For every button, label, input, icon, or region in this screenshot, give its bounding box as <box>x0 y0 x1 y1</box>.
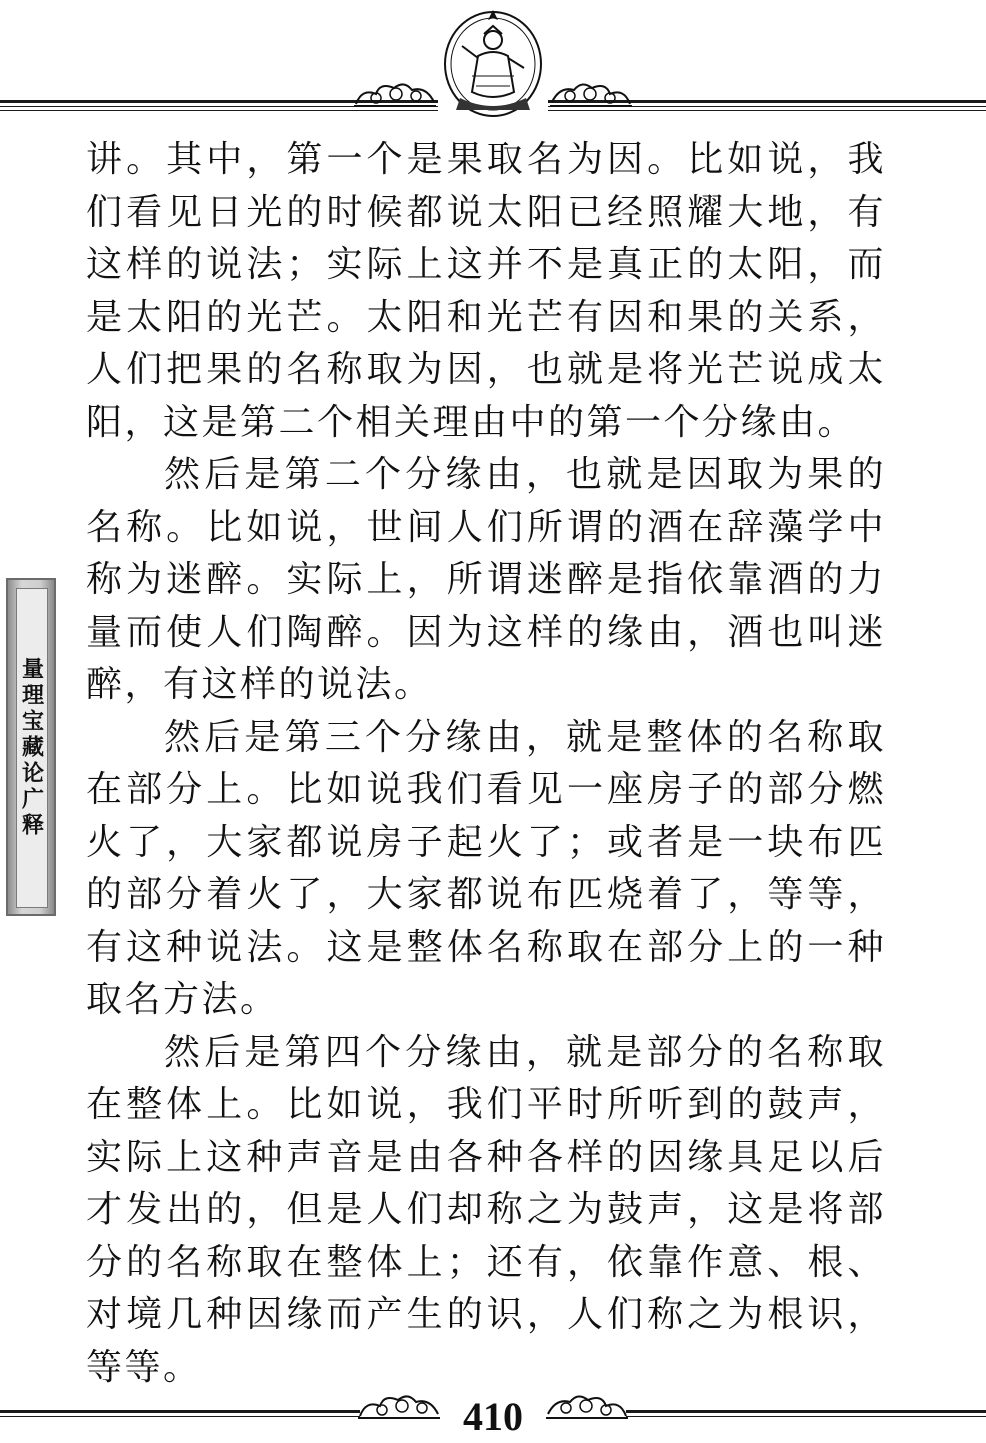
deity-emblem-icon <box>438 6 548 118</box>
footer-cloud-left-icon <box>356 1390 442 1422</box>
paragraph-1: 讲。其中，第一个是果取名为因。比如说，我们看见日光的时候都说太阳已经照耀大地，有这样的说法；实际上这并不是真正的太阳，而是太阳的光芒。太阳和光芒有因和果的关系，人们把果的名称取为因，也就是将光芒说成太阳，这是第二个相关理由中的第一个分缘由。 <box>86 139 886 443</box>
footer-rule-right-thin <box>626 1416 986 1417</box>
side-title-panel <box>16 588 48 908</box>
footer-rule-left <box>0 1410 360 1413</box>
header-rule-left-thin-2 <box>0 110 438 111</box>
footer-rule-left-thin <box>0 1416 360 1417</box>
side-title-tab <box>6 578 56 916</box>
page-number: 410 <box>463 1394 523 1439</box>
paragraph-3: 然后是第三个分缘由，就是整体的名称取在部分上。比如说我们看见一座房子的部分燃火了，大家都说房子起火了；或者是一块布匹的部分着火了，大家都说布匹烧着了，等等，有这种说法。这是整体名称取在部分上的一种取名方法。 <box>86 716 886 1020</box>
cloud-ornament-right-icon <box>548 80 634 110</box>
cloud-ornament-left-icon <box>352 80 438 110</box>
header-rule-right-thin-2 <box>548 110 986 111</box>
page-body <box>86 134 886 1394</box>
page-header <box>0 0 986 125</box>
footer-cloud-right-icon <box>544 1390 630 1422</box>
paragraph-2: 然后是第二个分缘由，也就是因取为果的名称。比如说，世间人们所谓的酒在辞藻学中称为迷醉。实际上，所谓迷醉是指依靠酒的力量而使人们陶醉。因为这样的缘由，酒也叫迷醉，有这样的说法。 <box>86 454 886 705</box>
book-title: 量理宝藏论广释 <box>18 657 45 839</box>
paragraph-4: 然后是第四个分缘由，就是部分的名称取在整体上。比如说，我们平时所听到的鼓声，实际上这种声音是由各种各样的因缘具足以后才发出的，但是人们却称之为鼓声，这是将部分的名称取在整体上；还有，依靠作意、根、对境几种因缘而产生的识，人们称之为根识，等等。 <box>86 1031 886 1388</box>
footer-rule-right <box>626 1410 986 1413</box>
